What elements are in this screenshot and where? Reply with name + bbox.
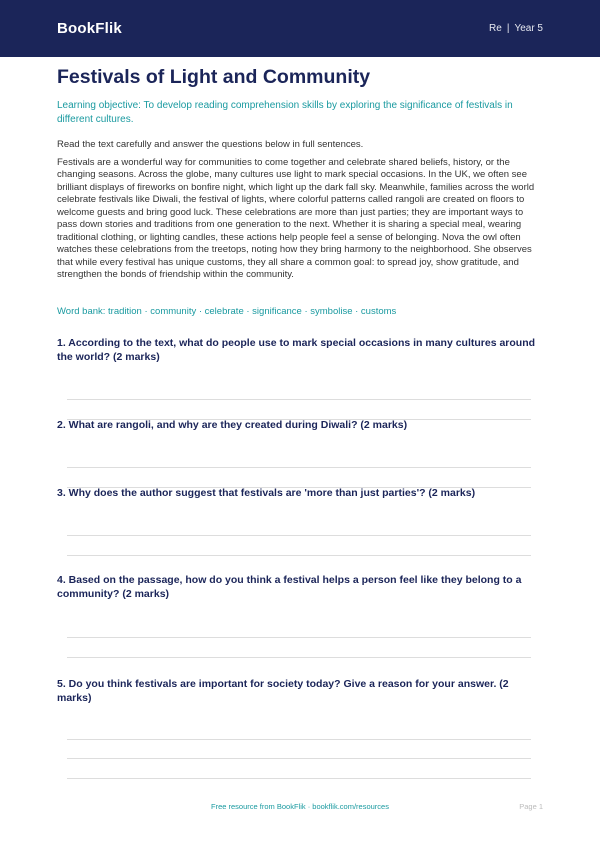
word-bank: Word bank: tradition · community · celebrate · significance · symbolise · customs — [57, 306, 397, 317]
question-3: 3. Why does the author suggest that festivals are 'more than just parties'? (2 marks) — [57, 487, 476, 499]
footer-credit[interactable]: Free resource from BookFlik · bookflik.com/resources — [211, 802, 389, 811]
answer-line[interactable] — [67, 399, 531, 400]
answer-line[interactable] — [67, 778, 531, 779]
answer-line[interactable] — [67, 739, 531, 740]
subject-year-meta — [489, 23, 543, 34]
subject-label: Re — [489, 23, 502, 34]
answer-line[interactable] — [67, 467, 531, 468]
year-label: Year 5 — [514, 23, 543, 34]
learning-objective: Learning objective: To develop reading comprehension skills by exploring the significance of festivals in different cultures. — [57, 100, 513, 125]
brand-logo[interactable]: BookFlik — [57, 20, 122, 37]
reading-passage: Festivals are a wonderful way for communities to come together and celebrate shared beliefs, history, or the changing seasons. Across the globe, many cultures use light to mark special occasions. In the UK, we often see brilliant displays of fireworks on bonfire night, which light up the dark fall sky. Meanwhile, families across the world celebrate festivals like Diwali, the festival of lights, where colorful patterns called rangoli are created on floors to welcome guests and bring good luck. These celebrations are more than just parties; they are important ways to pass down stories and traditions from one generation to the next. Whether it is sharing a special meal, wearing traditional clothing, or lighting candles, these actions help people feel a sense of belonging. Nova the owl often watches these celebrations from the treetops, noting how they bring harmony to the neighborhood. She observes that while every festival has unique customs, they all share a common goal: to spread joy, show gratitude, and strengthen the bonds of friendship within the community. — [57, 157, 535, 281]
question-4: 4. Based on the passage, how do you think a festival helps a person feel like they belong to a community? (2 marks) — [57, 574, 522, 600]
question-1: 1. According to the text, what do people use to mark special occasions in many cultures around the world? (2 marks) — [57, 337, 536, 363]
footer — [0, 802, 600, 814]
question-5: 5. Do you think festivals are important for society today? Give a reason for your answer. (2 marks) — [57, 678, 509, 704]
page-number: Page 1 — [519, 802, 543, 811]
answer-line[interactable] — [67, 555, 531, 556]
instruction-text: Read the text carefully and answer the questions below in full sentences. — [57, 139, 364, 150]
page-title: Festivals of Light and Community — [57, 66, 371, 88]
meta-separator: | — [506, 23, 510, 34]
answer-line[interactable] — [67, 657, 531, 658]
header-bar — [0, 0, 600, 57]
question-2: 2. What are rangoli, and why are they created during Diwali? (2 marks) — [57, 419, 408, 431]
answer-line[interactable] — [67, 637, 531, 638]
answer-line[interactable] — [67, 535, 531, 536]
answer-line[interactable] — [67, 758, 531, 759]
